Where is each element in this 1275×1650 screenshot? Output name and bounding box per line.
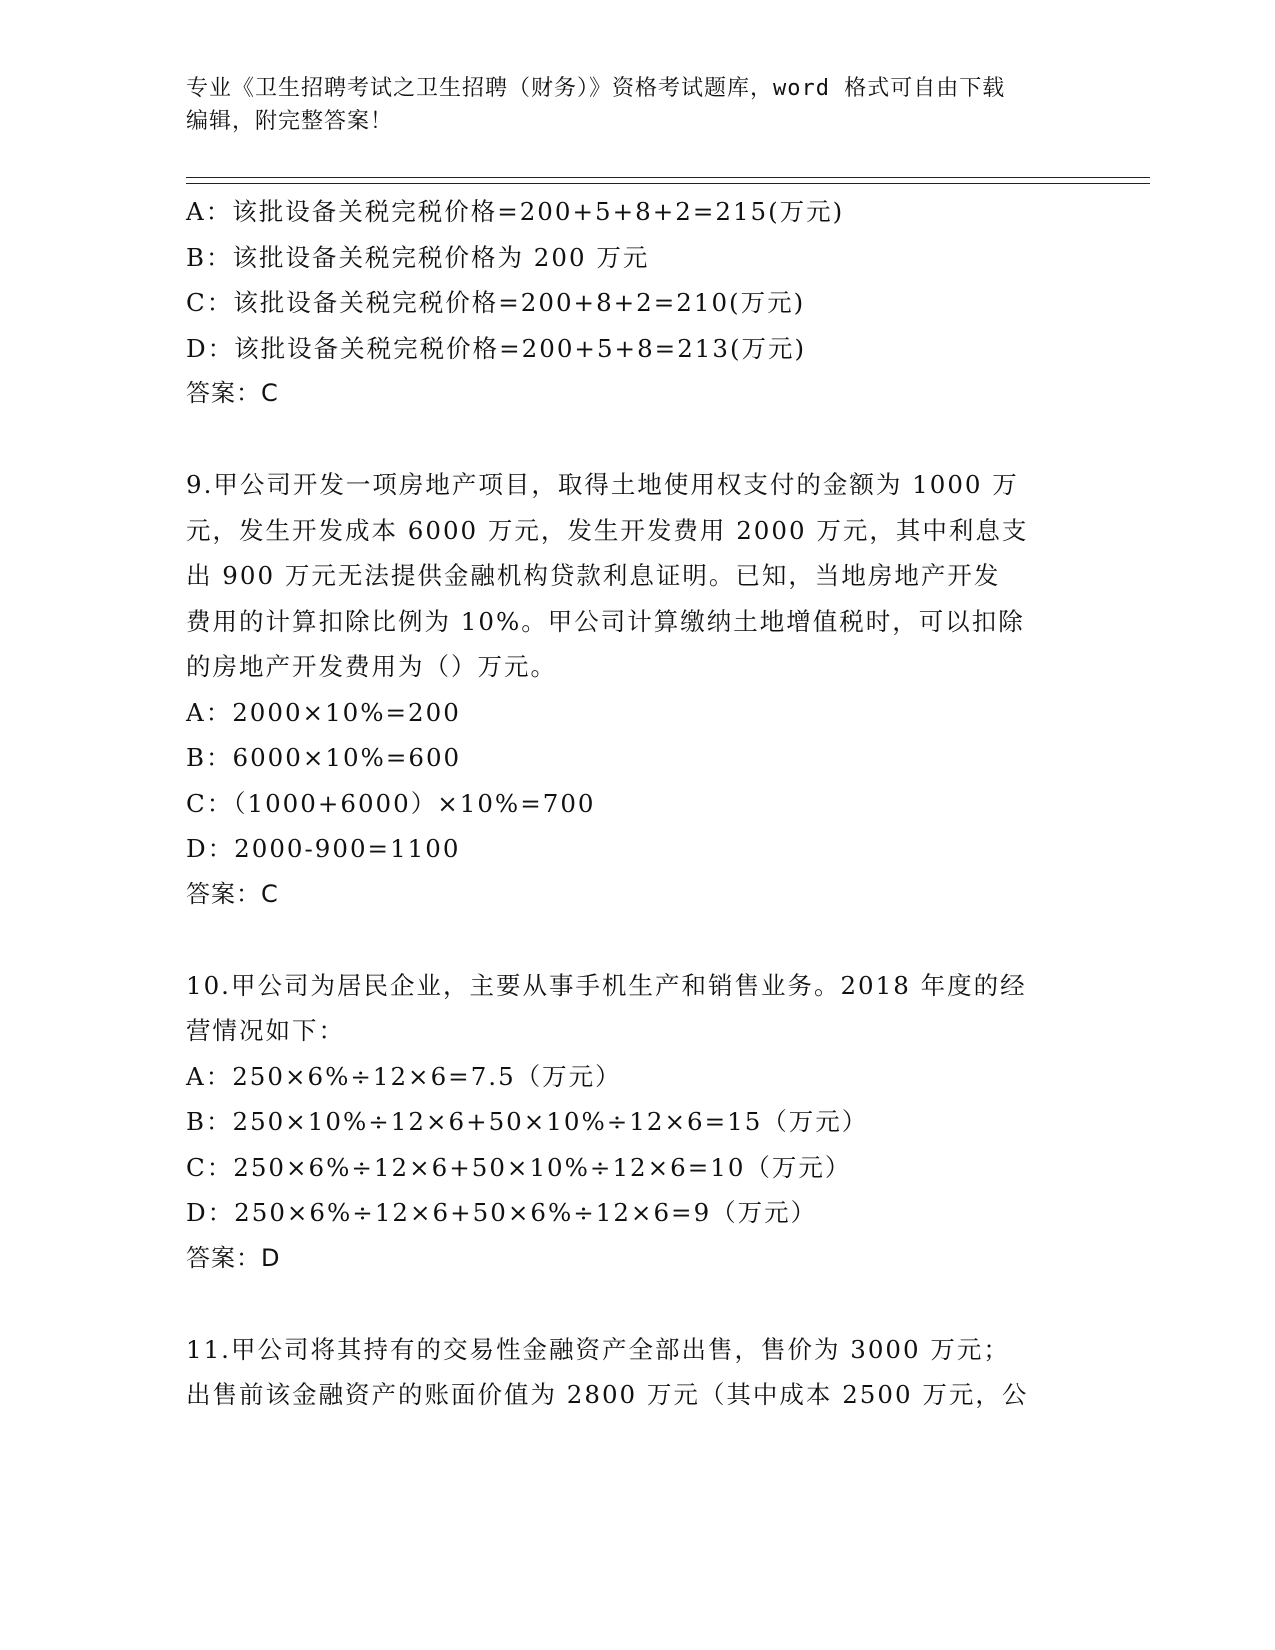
question-10: [186, 963, 1086, 1282]
spacer: [186, 1281, 1086, 1327]
q9-option-d: D：2000-900=1100: [186, 834, 461, 863]
q10-option-c: C：250×6%÷12×6+50×10%÷12×6=10（万元）: [186, 1152, 852, 1182]
q8-option-c: C：该批设备关税完税价格=200+8+2=210(万元): [186, 288, 806, 317]
question-content: [186, 189, 1086, 1418]
q9-stem-line-4: 费用的计算扣除比例为 10%。甲公司计算缴纳土地增值税时，可以扣除: [186, 606, 1025, 636]
q9-option-a: A：2000×10%=200: [186, 697, 461, 727]
q11-stem-line-2: 出售前该金融资产的账面价值为 2800 万元（其中成本 2500 万元，公: [186, 1380, 1029, 1409]
q8-answer: 答案：C: [186, 379, 279, 407]
question-8: [186, 189, 1086, 417]
q9-stem-line-2: 元，发生开发成本 6000 万元，发生开发费用 2000 万元，其中利息支: [186, 515, 1029, 545]
header-rule-bottom: [186, 183, 1150, 184]
q9-stem-line-3: 出 900 万元无法提供金融机构贷款利息证明。已知，当地房地产开发: [186, 561, 1001, 590]
q9-stem-line-1: 9.甲公司开发一项房地产项目，取得土地使用权支付的金额为 1000 万: [186, 470, 1019, 499]
spacer: [186, 917, 1086, 963]
document-header: [186, 72, 1086, 138]
header-rule-top: [186, 177, 1150, 178]
q10-stem-line-2: 营情况如下：: [186, 1016, 345, 1045]
q10-option-b: B：250×10%÷12×6+50×10%÷12×6=15（万元）: [186, 1107, 869, 1136]
q9-answer: 答案：C: [186, 879, 279, 908]
q9-option-b: B：6000×10%=600: [186, 743, 462, 772]
question-11: [186, 1327, 1086, 1418]
q10-option-d: D：250×6%÷12×6+50×6%÷12×6=9（万元）: [186, 1198, 818, 1227]
question-9: [186, 462, 1086, 917]
q8-option-d: D：该批设备关税完税价格=200+5+8=213(万元): [186, 333, 807, 363]
q10-answer: 答案：D: [186, 1243, 281, 1272]
q9-stem-line-5: 的房地产开发费用为（）万元。: [186, 652, 557, 681]
q10-option-a: A：250×6%÷12×6=7.5（万元）: [186, 1061, 622, 1091]
q11-stem-line-1: 11.甲公司将其持有的交易性金融资产全部出售，售价为 3000 万元；: [186, 1334, 1010, 1364]
q8-option-b: B：该批设备关税完税价格为 200 万元: [186, 242, 650, 272]
header-line-2: 编辑，附完整答案！: [186, 109, 394, 134]
q10-stem-line-1: 10.甲公司为居民企业，主要从事手机生产和销售业务。2018 年度的经: [186, 970, 1027, 1000]
q9-option-c: C：（1000+6000）×10%=700: [186, 788, 596, 818]
spacer: [186, 417, 1086, 463]
header-line-1: 专业《卫生招聘考试之卫生招聘（财务）》资格考试题库，word 格式可自由下载: [186, 76, 1006, 101]
q8-option-a: A：该批设备关税完税价格=200+5+8+2=215(万元): [186, 197, 845, 226]
